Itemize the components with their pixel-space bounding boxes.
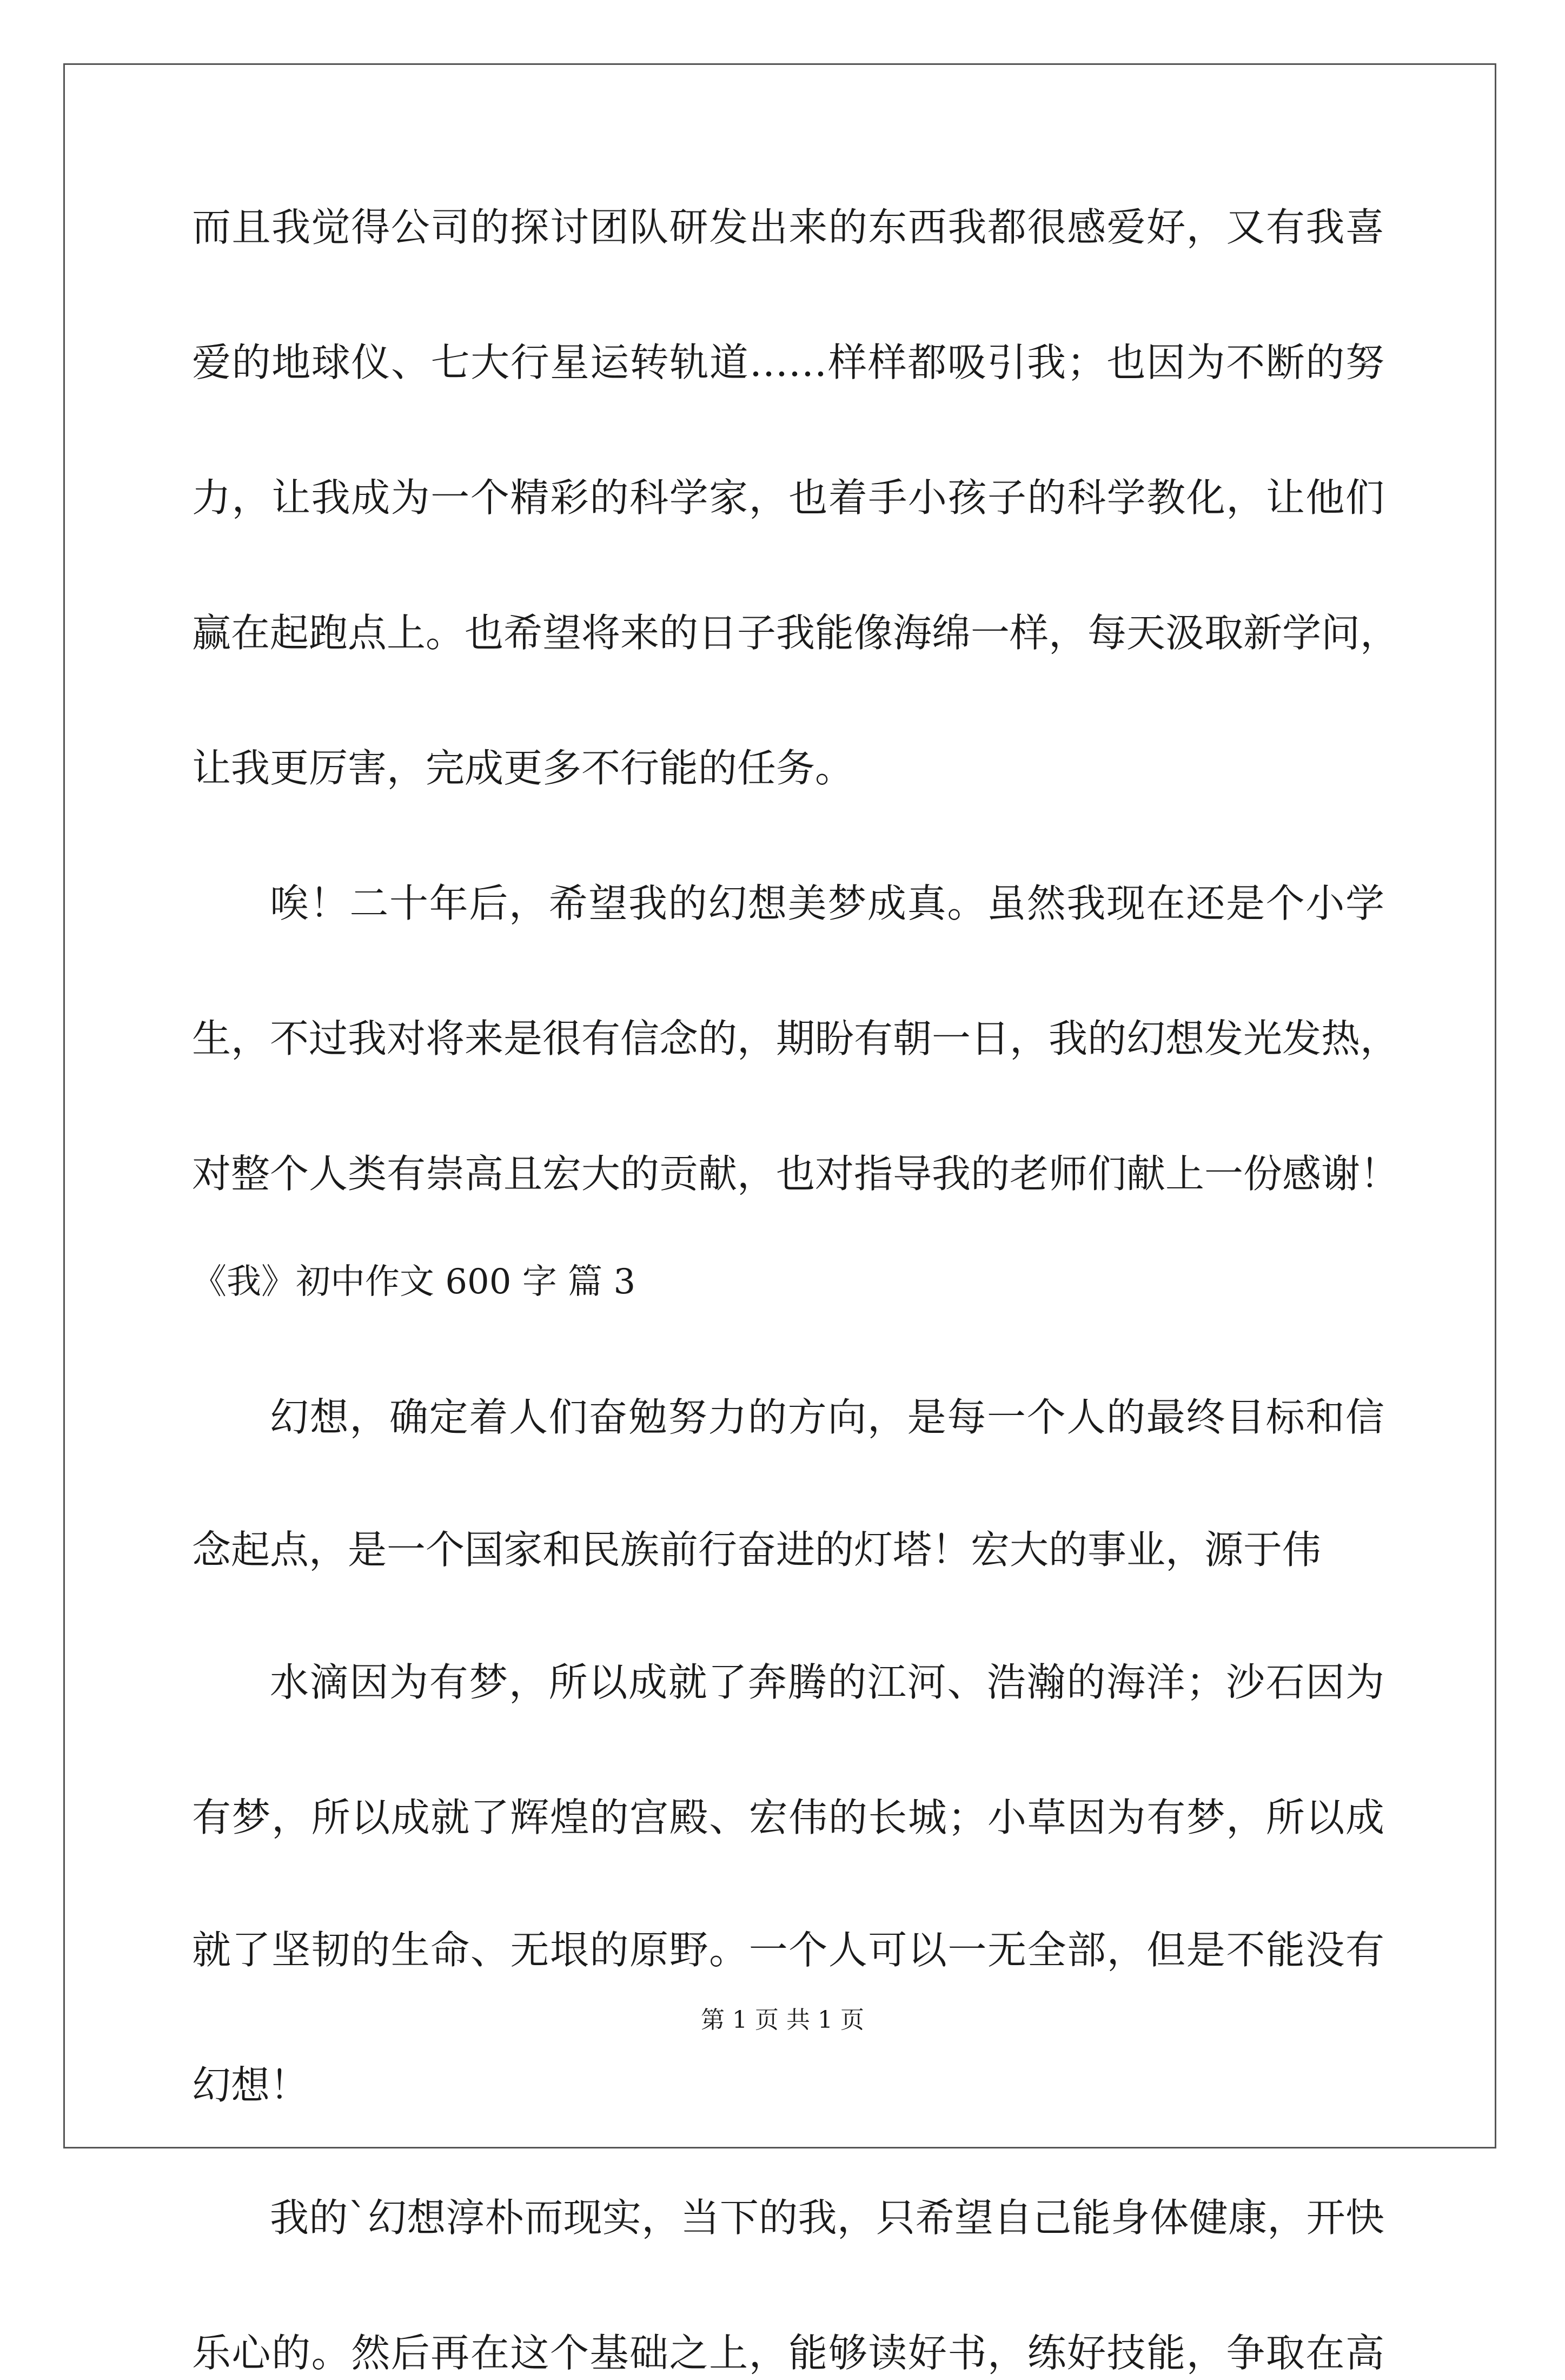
text-line: 而且我觉得公司的探讨团队研发出来的东西我都很感爱好，又有我喜 xyxy=(192,204,1384,250)
paragraph-first-line: 幻想，确定着人们奋勉努力的方向，是每一个人的最终目标和信 xyxy=(270,1394,1384,1440)
section-heading: 《我》初中作文 600 字 篇 3 xyxy=(192,1262,636,1302)
text-line: 念起点，是一个国家和民族前行奋进的灯塔！宏大的事业，源于伟 xyxy=(192,1527,1322,1572)
text-line: 赢在起跑点上。也希望将来的日子我能像海绵一样，每天汲取新学问， xyxy=(192,610,1400,656)
paragraph-first-line: 唉！二十年后，希望我的幻想美梦成真。虽然我现在还是个小学 xyxy=(270,881,1384,926)
text-line: 对整个人类有崇高且宏大的贡献，也对指导我的老师们献上一份感谢！ xyxy=(192,1151,1400,1196)
text-line: 有梦，所以成就了辉煌的宫殿、宏伟的长城；小草因为有梦，所以成 xyxy=(192,1795,1384,1840)
text-line: 爱的地球仪、七大行星运转轨道……样样都吸引我；也因为不断的努 xyxy=(192,340,1384,385)
text-line: 生，不过我对将来是很有信念的，期盼有朝一日，我的幻想发光发热， xyxy=(192,1016,1400,1061)
text-line: 让我更厉害，完成更多不行能的任务。 xyxy=(192,745,854,791)
text-line: 就了坚韧的生命、无垠的原野。一个人可以一无全部，但是不能没有 xyxy=(192,1927,1384,1973)
text-line: 力，让我成为一个精彩的科学家，也着手小孩子的科学教化，让他们 xyxy=(192,475,1384,520)
text-line: 乐心的。然后再在这个基础之上，能够读好书，练好技能，争取在高 xyxy=(192,2330,1384,2376)
paragraph-first-line: 我的`幻想淳朴而现实，当下的我，只希望自己能身体健康，开快 xyxy=(270,2195,1384,2240)
paragraph-first-line: 水滴因为有梦，所以成就了奔腾的江河、浩瀚的海洋；沙石因为 xyxy=(270,1660,1384,1705)
text-line: 幻想！ xyxy=(192,2062,309,2108)
page-number-footer: 第 1 页 共 1 页 xyxy=(701,2006,864,2034)
